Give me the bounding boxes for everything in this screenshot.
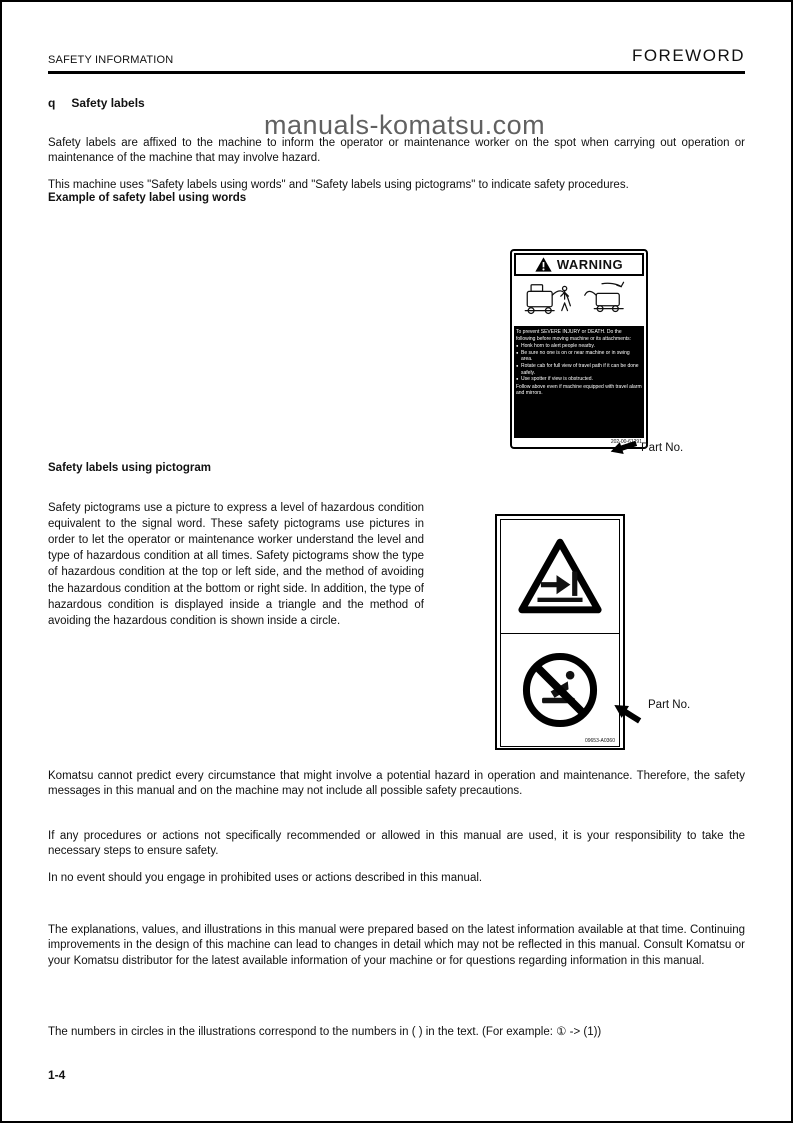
crush-hazard-triangle-icon [516, 537, 604, 615]
section-heading-text: Safety labels [71, 96, 145, 110]
hazard-triangle-panel [501, 520, 619, 634]
watermark: manuals-komatsu.com [264, 110, 546, 140]
pictogram-label-part-number: 09653-A0360 [584, 738, 615, 744]
heading-pictogram: Safety labels using pictogram [48, 462, 211, 474]
header-chapter-title: FOREWORD [631, 46, 745, 65]
paragraph-procedures: If any procedures or actions not specifically recommended or allowed in this manual are used, it is your responsibility to take the necessary steps to ensure safety. [48, 829, 745, 857]
section-heading-safety-labels [48, 96, 145, 110]
paragraph-komatsu-predict: Komatsu cannot predict every circumstance that might involve a potential hazard in operation and maintenance. Therefore, the safety messages in this manual and on the machine may not include all possible safety precautions. [48, 769, 745, 797]
heading-example-words: Example of safety label using words [48, 192, 247, 204]
machine-illustration [514, 276, 644, 326]
warning-bullet: ● Rotate cab for full view of travel path if it can be done safely. [516, 363, 642, 376]
prohibition-circle-icon [521, 651, 599, 729]
warning-triangle-icon [535, 257, 552, 272]
safety-label-words-figure [510, 249, 648, 449]
warning-title: WARNING [556, 257, 624, 272]
paragraph-pictogram-body: Safety pictograms use a picture to express a level of hazardous condition equivalent to the signal word. These safety pictograms use pictures in order to let the operator or maintenance worker understand the level and type of hazardous condition at all times. Safety pictograms show the type of hazardous condition at the top or left side, and the method of avoiding the hazardous condition at the bottom or right side. In addition, the type of hazardous condition is displayed inside a triangle and the method of avoiding the hazardous condition is shown inside a circle. [48, 501, 424, 627]
paragraph-numbers-in-circles: The numbers in circles in the illustrations correspond to the numbers in ( ) in the text. (For example: ① -> (1)) [48, 1025, 602, 1038]
warning-bullet-list [516, 343, 642, 383]
warning-bullet: ● Honk horn to alert people nearby. [516, 343, 642, 350]
paragraph-safety-labels-1: Safety labels are affixed to the machine to inform the operator or maintenance worker on the spot when carrying out operation or maintenance of the machine that may involve hazard. [48, 136, 745, 164]
warning-bullet: ● Be sure no one is on or near machine or in swing area. [516, 350, 642, 363]
part-no-callout-pictogram: Part No. [648, 699, 691, 711]
part-no-callout-words: Part No. [641, 442, 684, 454]
section-bullet: q [48, 96, 56, 110]
header-section-label: SAFETY INFORMATION [48, 54, 174, 66]
warning-text-box [514, 326, 644, 438]
page-header [48, 46, 745, 74]
warning-intro: To prevent SEVERE INJURY or DEATH. Do the following before moving machine or its attachments: [516, 329, 632, 342]
warning-bullet: ● Use spotter if view is obstructed. [516, 376, 642, 383]
warning-label-part-number: 202-00-61291 [610, 439, 642, 445]
paragraph-explanations: The explanations, values, and illustrations in this manual were prepared based on the latest information available at that time. Continuing improvements in the design of this machine can lead to changes in detail which may not be reflected in this manual. Consult Komatsu or your Komatsu distributor for the latest available information of your machine or for questions regarding information in this manual. [48, 923, 745, 967]
paragraph-safety-labels-2: This machine uses "Safety labels using words" and "Safety labels using pictograms" to indicate safety procedures. [48, 178, 629, 191]
prohibition-circle-panel [501, 634, 619, 747]
safety-label-pictogram-figure [495, 514, 625, 750]
warning-header-strip [514, 253, 644, 276]
pictogram-inner-frame [500, 519, 620, 747]
warning-outro: Follow above even if machine equipped with travel alarm and mirrors. [516, 383, 642, 397]
paragraph-prohibited: In no event should you engage in prohibited uses or actions described in this manual. [48, 871, 483, 884]
page-number: 1-4 [48, 1068, 66, 1082]
